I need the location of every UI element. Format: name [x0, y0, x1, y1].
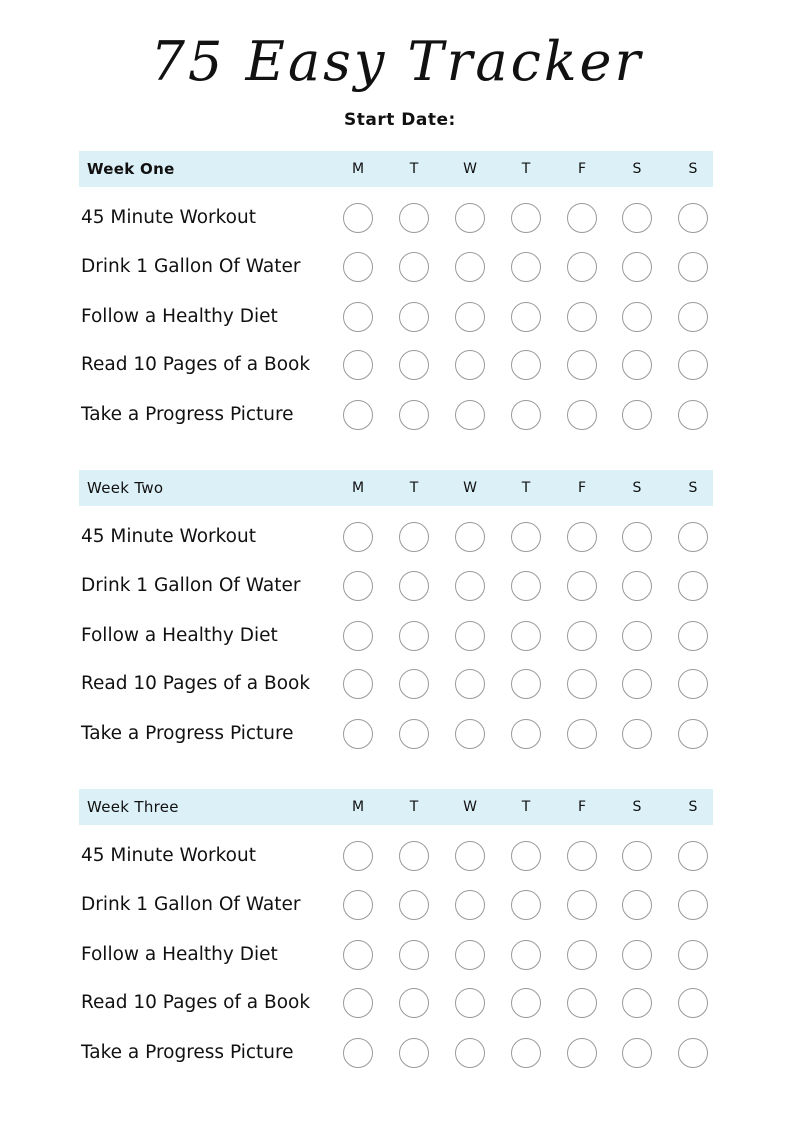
task-label: Follow a Healthy Diet — [81, 306, 278, 327]
day-checkbox[interactable] — [399, 400, 429, 430]
day-checkbox[interactable] — [343, 1038, 373, 1068]
day-checkbox[interactable] — [622, 890, 652, 920]
day-header: W — [463, 799, 477, 815]
day-header: M — [351, 480, 365, 496]
day-checkbox[interactable] — [455, 988, 485, 1018]
day-header: F — [577, 161, 587, 177]
task-label: Drink 1 Gallon Of Water — [81, 894, 301, 915]
day-checkbox[interactable] — [343, 621, 373, 651]
day-checkbox[interactable] — [455, 400, 485, 430]
day-checkbox[interactable] — [567, 203, 597, 233]
day-checkbox[interactable] — [455, 940, 485, 970]
day-checkbox[interactable] — [399, 522, 429, 552]
day-checkbox[interactable] — [678, 988, 708, 1018]
task-label: Read 10 Pages of a Book — [81, 673, 311, 694]
day-checkbox[interactable] — [343, 522, 373, 552]
day-checkbox[interactable] — [399, 1038, 429, 1068]
day-checkbox[interactable] — [622, 571, 652, 601]
day-checkbox[interactable] — [511, 940, 541, 970]
start-date-label: Start Date: — [344, 110, 456, 130]
task-row — [79, 1031, 713, 1075]
day-checkbox[interactable] — [455, 252, 485, 282]
day-checkbox[interactable] — [678, 940, 708, 970]
day-checkbox[interactable] — [622, 350, 652, 380]
task-row — [79, 662, 713, 706]
day-checkbox[interactable] — [511, 252, 541, 282]
day-checkbox[interactable] — [343, 890, 373, 920]
day-checkbox[interactable] — [343, 571, 373, 601]
day-checkbox[interactable] — [511, 988, 541, 1018]
day-checkbox[interactable] — [399, 940, 429, 970]
day-checkbox[interactable] — [678, 350, 708, 380]
task-row — [79, 196, 713, 240]
day-checkbox[interactable] — [567, 252, 597, 282]
day-checkbox[interactable] — [511, 890, 541, 920]
day-header: S — [688, 480, 698, 496]
task-row — [79, 712, 713, 756]
day-checkbox[interactable] — [622, 252, 652, 282]
day-checkbox[interactable] — [511, 571, 541, 601]
day-checkbox[interactable] — [399, 571, 429, 601]
week-label: Week One — [87, 160, 175, 178]
day-checkbox[interactable] — [399, 890, 429, 920]
task-label: Follow a Healthy Diet — [81, 944, 278, 965]
day-checkbox[interactable] — [399, 203, 429, 233]
day-checkbox[interactable] — [511, 203, 541, 233]
day-header: W — [463, 161, 477, 177]
day-checkbox[interactable] — [511, 522, 541, 552]
day-checkbox[interactable] — [399, 988, 429, 1018]
day-header: W — [463, 480, 477, 496]
day-checkbox[interactable] — [343, 302, 373, 332]
day-header: T — [521, 161, 531, 177]
day-checkbox[interactable] — [399, 302, 429, 332]
day-checkbox[interactable] — [567, 621, 597, 651]
week-two-header — [79, 470, 713, 506]
day-checkbox[interactable] — [399, 719, 429, 749]
task-label: Drink 1 Gallon Of Water — [81, 575, 301, 596]
day-checkbox[interactable] — [455, 719, 485, 749]
day-checkbox[interactable] — [678, 1038, 708, 1068]
task-label: Take a Progress Picture — [81, 723, 294, 744]
week-three-header — [79, 789, 713, 825]
day-checkbox[interactable] — [511, 719, 541, 749]
task-row — [79, 245, 713, 289]
day-header: T — [409, 161, 419, 177]
day-checkbox[interactable] — [567, 841, 597, 871]
day-checkbox[interactable] — [455, 841, 485, 871]
task-row — [79, 614, 713, 658]
day-header: T — [521, 799, 531, 815]
day-header: T — [409, 480, 419, 496]
day-checkbox[interactable] — [622, 522, 652, 552]
day-checkbox[interactable] — [622, 1038, 652, 1068]
day-header: M — [351, 161, 365, 177]
task-label: Drink 1 Gallon Of Water — [81, 256, 301, 277]
task-row — [79, 393, 713, 437]
day-checkbox[interactable] — [399, 621, 429, 651]
day-checkbox[interactable] — [622, 400, 652, 430]
day-checkbox[interactable] — [678, 841, 708, 871]
day-header: F — [577, 799, 587, 815]
day-checkbox[interactable] — [455, 1038, 485, 1068]
day-checkbox[interactable] — [567, 522, 597, 552]
task-row — [79, 834, 713, 878]
day-checkbox[interactable] — [622, 203, 652, 233]
day-checkbox[interactable] — [567, 571, 597, 601]
day-header: S — [632, 799, 642, 815]
day-checkbox[interactable] — [399, 841, 429, 871]
day-checkbox[interactable] — [455, 522, 485, 552]
day-checkbox[interactable] — [567, 940, 597, 970]
day-checkbox[interactable] — [399, 350, 429, 380]
day-checkbox[interactable] — [511, 1038, 541, 1068]
day-checkbox[interactable] — [622, 302, 652, 332]
day-checkbox[interactable] — [622, 841, 652, 871]
day-checkbox[interactable] — [678, 890, 708, 920]
task-label: Take a Progress Picture — [81, 404, 294, 425]
day-checkbox[interactable] — [622, 988, 652, 1018]
day-checkbox[interactable] — [678, 719, 708, 749]
day-checkbox[interactable] — [343, 350, 373, 380]
week-one-section — [79, 151, 713, 425]
day-checkbox[interactable] — [567, 719, 597, 749]
day-checkbox[interactable] — [343, 252, 373, 282]
day-checkbox[interactable] — [343, 400, 373, 430]
task-row — [79, 883, 713, 927]
day-checkbox[interactable] — [511, 669, 541, 699]
day-checkbox[interactable] — [678, 252, 708, 282]
day-checkbox[interactable] — [678, 621, 708, 651]
day-checkbox[interactable] — [343, 719, 373, 749]
day-checkbox[interactable] — [622, 669, 652, 699]
page-title: 75 Easy Tracker — [150, 30, 644, 93]
day-checkbox[interactable] — [343, 203, 373, 233]
task-label: Read 10 Pages of a Book — [81, 354, 311, 375]
day-header: S — [688, 799, 698, 815]
day-header: T — [409, 799, 419, 815]
day-checkbox[interactable] — [343, 940, 373, 970]
day-checkbox[interactable] — [343, 669, 373, 699]
day-header: M — [351, 799, 365, 815]
day-checkbox[interactable] — [455, 302, 485, 332]
day-checkbox[interactable] — [399, 252, 429, 282]
week-two-section — [79, 470, 713, 744]
day-checkbox[interactable] — [511, 302, 541, 332]
task-row — [79, 981, 713, 1025]
task-row — [79, 564, 713, 608]
day-checkbox[interactable] — [622, 719, 652, 749]
day-checkbox[interactable] — [455, 571, 485, 601]
task-label: 45 Minute Workout — [81, 526, 256, 547]
day-header: S — [632, 480, 642, 496]
day-checkbox[interactable] — [622, 621, 652, 651]
day-checkbox[interactable] — [399, 669, 429, 699]
day-header: S — [632, 161, 642, 177]
task-row — [79, 933, 713, 977]
day-checkbox[interactable] — [511, 841, 541, 871]
day-checkbox[interactable] — [511, 400, 541, 430]
day-checkbox[interactable] — [567, 302, 597, 332]
task-row — [79, 343, 713, 387]
day-header: S — [688, 161, 698, 177]
week-three-section — [79, 789, 713, 1063]
task-row — [79, 515, 713, 559]
day-checkbox[interactable] — [567, 400, 597, 430]
week-label: Week Two — [87, 479, 164, 497]
day-checkbox[interactable] — [678, 203, 708, 233]
day-checkbox[interactable] — [343, 988, 373, 1018]
task-label: Take a Progress Picture — [81, 1042, 294, 1063]
task-label: Follow a Healthy Diet — [81, 625, 278, 646]
day-checkbox[interactable] — [678, 400, 708, 430]
day-checkbox[interactable] — [678, 571, 708, 601]
day-checkbox[interactable] — [343, 841, 373, 871]
task-label: 45 Minute Workout — [81, 207, 256, 228]
day-checkbox[interactable] — [511, 350, 541, 380]
day-checkbox[interactable] — [511, 621, 541, 651]
day-checkbox[interactable] — [455, 890, 485, 920]
day-header: T — [521, 480, 531, 496]
day-checkbox[interactable] — [678, 302, 708, 332]
day-checkbox[interactable] — [455, 203, 485, 233]
day-checkbox[interactable] — [678, 522, 708, 552]
day-checkbox[interactable] — [567, 350, 597, 380]
day-header: F — [577, 480, 587, 496]
week-one-header — [79, 151, 713, 187]
day-checkbox[interactable] — [455, 621, 485, 651]
day-checkbox[interactable] — [567, 988, 597, 1018]
task-label: 45 Minute Workout — [81, 845, 256, 866]
day-checkbox[interactable] — [455, 669, 485, 699]
day-checkbox[interactable] — [678, 669, 708, 699]
day-checkbox[interactable] — [567, 890, 597, 920]
day-checkbox[interactable] — [567, 669, 597, 699]
week-label: Week Three — [87, 798, 179, 816]
day-checkbox[interactable] — [622, 940, 652, 970]
task-label: Read 10 Pages of a Book — [81, 992, 311, 1013]
task-row — [79, 295, 713, 339]
day-checkbox[interactable] — [455, 350, 485, 380]
day-checkbox[interactable] — [567, 1038, 597, 1068]
